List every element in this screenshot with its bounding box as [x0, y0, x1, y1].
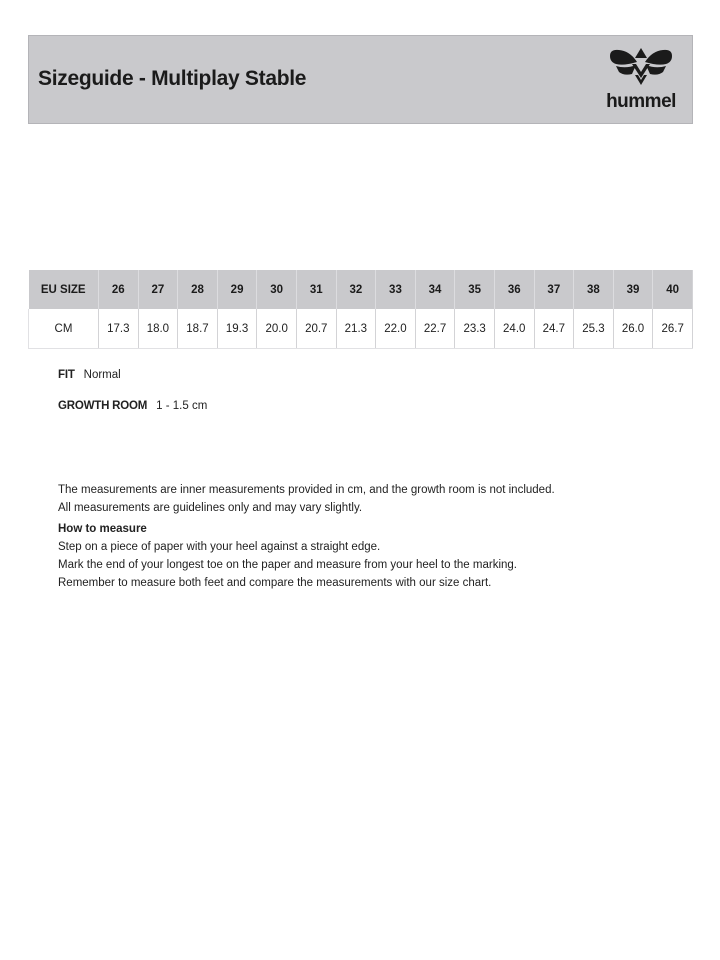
cm-row: [29, 309, 693, 349]
cm-header: CM: [29, 309, 99, 349]
fit-info: [58, 369, 121, 381]
size-cell: 27: [138, 270, 178, 309]
fit-value: Normal: [83, 369, 121, 381]
cm-cell: 21.3: [336, 309, 376, 349]
size-cell: 34: [415, 270, 455, 309]
cm-cell: 22.7: [415, 309, 455, 349]
measure-step: Mark the end of your longest toe on the paper and measure from your heel to the marking.: [58, 559, 517, 571]
measurement-notes: [58, 481, 555, 592]
cm-cell: 24.7: [534, 309, 574, 349]
cm-cell: 18.7: [178, 309, 218, 349]
note-line: All measurements are guidelines only and may vary slightly.: [58, 502, 363, 514]
brand-wordmark: hummel: [606, 91, 676, 112]
header-banner: [28, 35, 693, 124]
cm-cell: 24.0: [494, 309, 534, 349]
size-cell: 32: [336, 270, 376, 309]
page-title: Sizeguide - Multiplay Stable: [38, 67, 307, 90]
cm-cell: 23.3: [455, 309, 495, 349]
size-cell: 38: [574, 270, 614, 309]
note-line: The measurements are inner measurements provided in cm, and the growth room is not included.: [58, 484, 555, 496]
cm-cell: 26.7: [653, 309, 693, 349]
size-cell: 30: [257, 270, 297, 309]
eu-size-header: EU SIZE: [29, 270, 99, 309]
cm-cell: 22.0: [376, 309, 416, 349]
cm-cell: 26.0: [613, 309, 653, 349]
size-cell: 35: [455, 270, 495, 309]
growth-room-info: [58, 400, 207, 412]
cm-cell: 20.0: [257, 309, 297, 349]
size-cell: 36: [494, 270, 534, 309]
size-cell: 29: [217, 270, 257, 309]
fit-label: FIT: [58, 369, 75, 381]
size-cell: 31: [296, 270, 336, 309]
cm-cell: 20.7: [296, 309, 336, 349]
cm-cell: 25.3: [574, 309, 614, 349]
size-cell: 33: [376, 270, 416, 309]
size-table: [28, 270, 693, 349]
size-header-row: [29, 270, 693, 309]
measure-step: Remember to measure both feet and compare the measurements with our size chart.: [58, 577, 492, 589]
bee-logo-icon: [604, 46, 678, 92]
cm-cell: 19.3: [217, 309, 257, 349]
measure-step: Step on a piece of paper with your heel against a straight edge.: [58, 541, 381, 553]
size-cell: 28: [178, 270, 218, 309]
size-cell: 26: [99, 270, 139, 309]
cm-cell: 18.0: [138, 309, 178, 349]
size-cell: 39: [613, 270, 653, 309]
size-cell: 37: [534, 270, 574, 309]
size-cell: 40: [653, 270, 693, 309]
growth-room-value: 1 - 1.5 cm: [156, 400, 208, 412]
growth-room-label: GROWTH ROOM: [58, 400, 148, 412]
how-to-measure-title: How to measure: [58, 523, 147, 535]
brand-logo: [604, 46, 678, 114]
cm-cell: 17.3: [99, 309, 139, 349]
